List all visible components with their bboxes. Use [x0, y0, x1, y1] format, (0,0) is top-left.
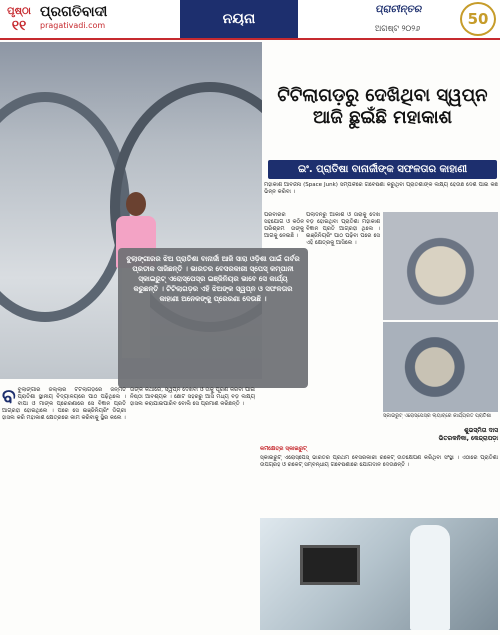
page-label: ପୃଷ୍ଠା — [7, 6, 31, 17]
article-column — [306, 212, 380, 402]
person-figure — [410, 525, 450, 630]
byline: ଶୁଭସ୍ମିତା ଦାସ ଭିତରକନିକା, କେନ୍ଦ୍ରାପଡ଼ା — [438, 427, 498, 442]
headline: ଟିଟିଲାଗଡ଼ରୁ ଦେଖିଥିବା ସ୍ୱପ୍ନ ଆଜି ଛୁଇଁଛି ମହାକାଶ — [277, 85, 488, 128]
article-text: ପରିବାରର ସହଯୋଗ ଓ କଠିନ ପରିଶ୍ରମ ତାଙ୍କୁ ଆଗକୁ ନେଇଛି । — [264, 212, 304, 239]
lab-photo — [260, 518, 498, 630]
supplement-logo: ପ୍ରାଚୀନ୍ତର — [375, 4, 422, 15]
article-column — [2, 387, 126, 627]
article-text: ସ୍କାଇରୁଟ୍ ଏରୋସ୍ପେସ୍ ଭାରତର ପ୍ରଥମ ବେସରକାରୀ ରକେଟ୍ ଉତକ୍ଷେପଣ କରିଥିବା ସଂସ୍ଥା । ଏଠାରେ ପ୍ରାତିଶା ଉପଗ୍ରହ ଓ ରକେଟ୍ ସମ୍ବନ୍ଧୀୟ ଗବେଷଣାରେ ଯୋଗଦାନ ଦେଉଛନ୍ତି । — [260, 455, 498, 468]
article-column — [264, 182, 498, 210]
article-column — [260, 446, 498, 516]
subhead: କର୍ମକ୍ଷେତ୍ର ସ୍କାଇରୁଟ୍ — [260, 446, 307, 452]
highlight-box: ବୁଲାଙ୍ଗୀରର ଝିଅ ପ୍ରାତିଶା ବାନାର୍ଜୀ ଆଜି ସାରା ଓଡ଼ିଶା ପାଇଁ ଗର୍ବର ପ୍ରତୀକ ସାଜିଛନ୍ତି । ଭାରତର ବେସରକାରୀ ସ୍ପେସ୍ କମ୍ପାନୀ ସ୍କାଇରୁଟ୍ ଏରୋସ୍ପେସ୍‌ର ଇଞ୍ଜିନିୟର ଭାବେ ସେ କାର୍ଯ୍ୟ କରୁଛନ୍ତି । ଟିଟିଲାଗଡ଼ର ଏହି ଝିଅଙ୍କ ସ୍ୱପ୍ନ ଓ ସଫଳତାର କାହାଣୀ ଅନେକଙ୍କୁ ପ୍ରେରଣା ଦେଉଛି । — [118, 248, 308, 388]
drop-cap: ବ — [2, 387, 16, 408]
brand-name: ପ୍ରଗତିବାଦୀ — [40, 4, 108, 20]
page-header — [0, 0, 500, 40]
computer-monitor — [300, 545, 360, 585]
lab-photo — [383, 212, 498, 320]
article-text: ମହାକାଶ ଆବର୍ଜନା (Space Junk) ସମ୍ପର୍କରେ ଗବେଷଣା କରୁଥିବା ପ୍ରାତିଶାଙ୍କ ଲକ୍ଷ୍ୟ ହେଉଛି ଦେଶ ପାଇଁ କିଛି ଭିନ୍ନ କରିବା । — [264, 182, 498, 195]
article-text: ବୁଲାଙ୍ଗୀର ଜିଲ୍ଲାର ଟିଟିଲାଗଡ଼ରେ ଜନ୍ମିତ ପ୍ରାତିଶା ସ୍ଥାନୀୟ ବିଦ୍ୟାଳୟରେ ପାଠ ପଢ଼ିଥିଲେ । ବାପା ଓ ମାଙ୍କ ପ୍ରେରଣାରେ ସେ ବିଜ୍ଞାନ ପ୍ରତି ଆଗ୍ରହୀ ହୋଇଥିଲେ । ପରେ ସେ ଇଞ୍ଜିନିୟରିଂ ଡିଗ୍ରୀ ହାସଲ କରି ମହାକାଶ କ୍ଷେତ୍ରରେ କାମ କରିବାକୁ ସ୍ଥିର କଲେ । — [2, 387, 126, 421]
article-column — [130, 387, 255, 627]
article-text: ତାଙ୍କ କଥାରେ, ସ୍ୱପ୍ନ ଦେଖିବା ଓ ତାକୁ ପୂରଣ କରିବା ପାଇଁ ନିଷ୍ଠା ଆବଶ୍ୟକ । ଛୋଟ ସହରରୁ ଆସି ମଧ୍ୟ ବଡ଼ ଲକ୍ଷ୍ୟ ହାସଲ କରାଯାଇପାରିବ ବୋଲି ସେ ପ୍ରମାଣ କରିଛନ୍ତି । — [130, 387, 255, 407]
photo-caption: ସ୍କାଇରୁଟ୍ ଏରୋସ୍ପେସ୍‌ର ଲ୍ୟାବ୍‌ରେ କାର୍ଯ୍ୟରତ ପ୍ରାତିଶା — [383, 413, 492, 419]
issue-date: ଅଗଷ୍ଟ ୨୦୨୬ — [375, 24, 421, 33]
section-title: ନୟନା — [180, 0, 298, 38]
article-text: ପିଲାଦିନରୁ ଆକାଶ ଓ ତାରାକୁ ଦେଖି ବଡ଼ ହୋଇଥିବା ପ୍ରାତିଶା ମହାକାଶ ବିଜ୍ଞାନ ପ୍ରତି ଆଗ୍ରହୀ ଥିଲେ । ଇଞ୍ଜିନିୟରିଂ ପାଠ ପଢ଼ିବା ପରେ ସେ ଏହି କ୍ଷେତ୍ରକୁ ଆସିଲେ । — [306, 212, 380, 246]
site-url[interactable]: pragativadi.com — [40, 21, 106, 30]
lab-photo — [383, 322, 498, 412]
anniversary-badge: 50 — [460, 2, 496, 36]
page-number — [4, 4, 34, 36]
subheadline: ଇଂ. ପ୍ରାତିଷା ବାନାର୍ଜୀଙ୍କ ସଫଳତାର କାହାଣୀ — [268, 160, 497, 179]
page-number-value: ୧୧ — [11, 18, 27, 34]
article-column — [264, 212, 304, 402]
